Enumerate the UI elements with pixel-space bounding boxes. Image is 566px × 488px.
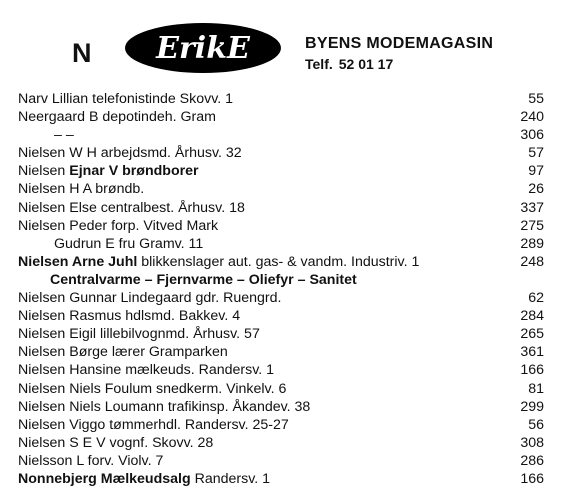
entry-details: S E V vognf. Skovv. 28: [65, 434, 214, 451]
entry-text: [50, 271, 357, 289]
phone-number: 52 01 17: [338, 56, 394, 72]
entry-details: Centralvarme – Fjernvarme – Oliefyr – Sanitet: [50, 271, 357, 288]
entry-number: 26: [528, 181, 544, 198]
directory-entry: [18, 217, 544, 235]
entry-name: Nielsen: [18, 326, 66, 343]
entry-details: H A brøndb.: [65, 181, 145, 198]
entry-details: Randersv. 1: [190, 470, 271, 487]
entry-name: Nielsson: [18, 452, 73, 469]
entry-number: 57: [528, 145, 544, 162]
entry-number: 337: [520, 199, 544, 216]
entry-number: 299: [520, 398, 544, 415]
entry-text: [18, 162, 199, 180]
entry-name: Nielsen: [18, 398, 66, 415]
entry-details: Hansine mælkeuds. Randersv. 1: [65, 362, 275, 379]
directory-entry: [18, 180, 544, 198]
directory-entry: [18, 416, 544, 434]
entry-text: [18, 434, 213, 452]
entry-details: Gunnar Lindegaard gdr. Ruengrd.: [65, 290, 282, 307]
directory-entry: [18, 307, 544, 325]
entry-text: [18, 398, 310, 416]
shop-phone: [305, 54, 493, 74]
directory-entry: [18, 398, 544, 416]
entry-name: Neergaard: [18, 109, 86, 126]
entry-text: [18, 325, 260, 343]
entry-number: 265: [520, 326, 544, 343]
directory-entry: [18, 144, 544, 162]
entry-name: Nielsen: [18, 308, 66, 325]
entry-text: [18, 289, 281, 307]
entry-text: [54, 235, 203, 253]
directory-entry: [18, 253, 544, 271]
entry-number: 240: [520, 109, 544, 126]
entry-text: [54, 126, 74, 144]
entry-text: [18, 452, 163, 470]
entry-name: Nielsen: [18, 362, 66, 379]
entry-number: 275: [520, 217, 544, 234]
entry-text: [18, 144, 242, 162]
entry-number: 81: [528, 380, 544, 397]
entry-number: 62: [528, 290, 544, 307]
directory-entry: [18, 361, 544, 379]
section-letter: N: [72, 38, 92, 68]
directory-entry: [18, 162, 544, 180]
entry-name: Nielsen: [18, 344, 66, 361]
entry-name: Nielsen Arne Juhl: [18, 253, 138, 270]
entry-text: [18, 470, 270, 488]
directory-entry: [18, 380, 544, 398]
entry-number: 166: [520, 362, 544, 379]
shop-header: [305, 34, 493, 74]
entry-name: Nonnebjerg Mælkeudsalg: [18, 470, 191, 487]
directory-entry: [18, 235, 544, 253]
directory-entry: [18, 452, 544, 470]
entry-name: Narv: [18, 91, 48, 107]
entry-name: Nielsen: [18, 290, 66, 307]
entry-name: Nielsen: [18, 181, 66, 198]
directory-entry: [18, 470, 544, 488]
entry-details: Gudrun E fru Gramv. 11: [54, 235, 204, 252]
entry-name: Nielsen: [18, 163, 66, 180]
entry-number: 286: [520, 452, 544, 469]
entry-name: Nielsen: [18, 145, 66, 162]
entry-details: Peder forp. Vitved Mark: [65, 217, 219, 234]
entry-text: [18, 361, 274, 379]
entry-text: [18, 253, 419, 271]
entry-details: Børge lærer Gramparken: [65, 344, 228, 361]
entry-name: Nielsen: [18, 434, 66, 451]
directory-entry: [18, 108, 544, 126]
entry-number: 289: [520, 235, 544, 252]
entry-details: Eigil lillebilvognmd. Århusv. 57: [65, 326, 260, 343]
entry-details: Niels Foulum snedkerm. Vinkelv. 6: [65, 380, 287, 397]
directory-listing: [18, 90, 544, 488]
entry-number: 55: [528, 91, 544, 107]
entry-details: Rasmus hdlsmd. Bakkev. 4: [65, 308, 241, 325]
entry-details: B depotindeh. Gram: [85, 109, 216, 126]
directory-entry: [18, 434, 544, 452]
entry-number: 248: [520, 253, 544, 270]
entry-text: [18, 199, 245, 217]
directory-entry: [18, 126, 544, 144]
entry-number: 361: [520, 344, 544, 361]
shop-name: BYENS MODEMAGASIN: [305, 35, 494, 52]
svg-text:ErikE: ErikE: [156, 31, 250, 66]
phone-label: Telf.: [305, 56, 333, 72]
entry-text: [18, 307, 240, 325]
entry-name: Nielsen: [18, 217, 66, 234]
entry-name: Nielsen: [18, 380, 66, 397]
entry-number: 166: [520, 470, 544, 487]
entry-text: [18, 180, 144, 198]
entry-details: blikkenslager aut. gas- & vandm. Industriv. 1: [137, 253, 420, 270]
directory-entry: [18, 325, 544, 343]
entry-number: 97: [528, 163, 544, 180]
entry-name: Nielsen: [18, 199, 66, 216]
directory-entry: [18, 289, 544, 307]
entry-details: Else centralbest. Århusv. 18: [65, 199, 245, 216]
directory-entry: [18, 343, 544, 361]
entry-details: Viggo tømmerhdl. Randersv. 25-27: [65, 416, 289, 433]
erike-logo: [124, 22, 282, 74]
entry-text: [18, 416, 289, 434]
entry-text: [18, 343, 228, 361]
entry-text: [18, 90, 233, 108]
trade-banner: [18, 271, 544, 289]
entry-details: Lillian telefonistinde Skovv. 1: [47, 91, 234, 107]
entry-details: L forv. Violv. 7: [72, 452, 164, 469]
entry-number: 306: [520, 127, 544, 144]
entry-number: 284: [520, 308, 544, 325]
entry-details: Ejnar V brøndborer: [65, 163, 199, 180]
entry-number: 308: [520, 434, 544, 451]
entry-details: Niels Loumann trafikinsp. Åkandev. 38: [65, 398, 311, 415]
entry-number: 56: [528, 416, 544, 433]
directory-entry: [18, 90, 544, 108]
entry-details: W H arbejdsmd. Århusv. 32: [65, 145, 242, 162]
entry-name: Nielsen: [18, 416, 66, 433]
directory-entry: [18, 199, 544, 217]
entry-text: [18, 380, 286, 398]
entry-text: [18, 108, 216, 126]
entry-text: [18, 217, 218, 235]
entry-details: – –: [54, 127, 74, 144]
